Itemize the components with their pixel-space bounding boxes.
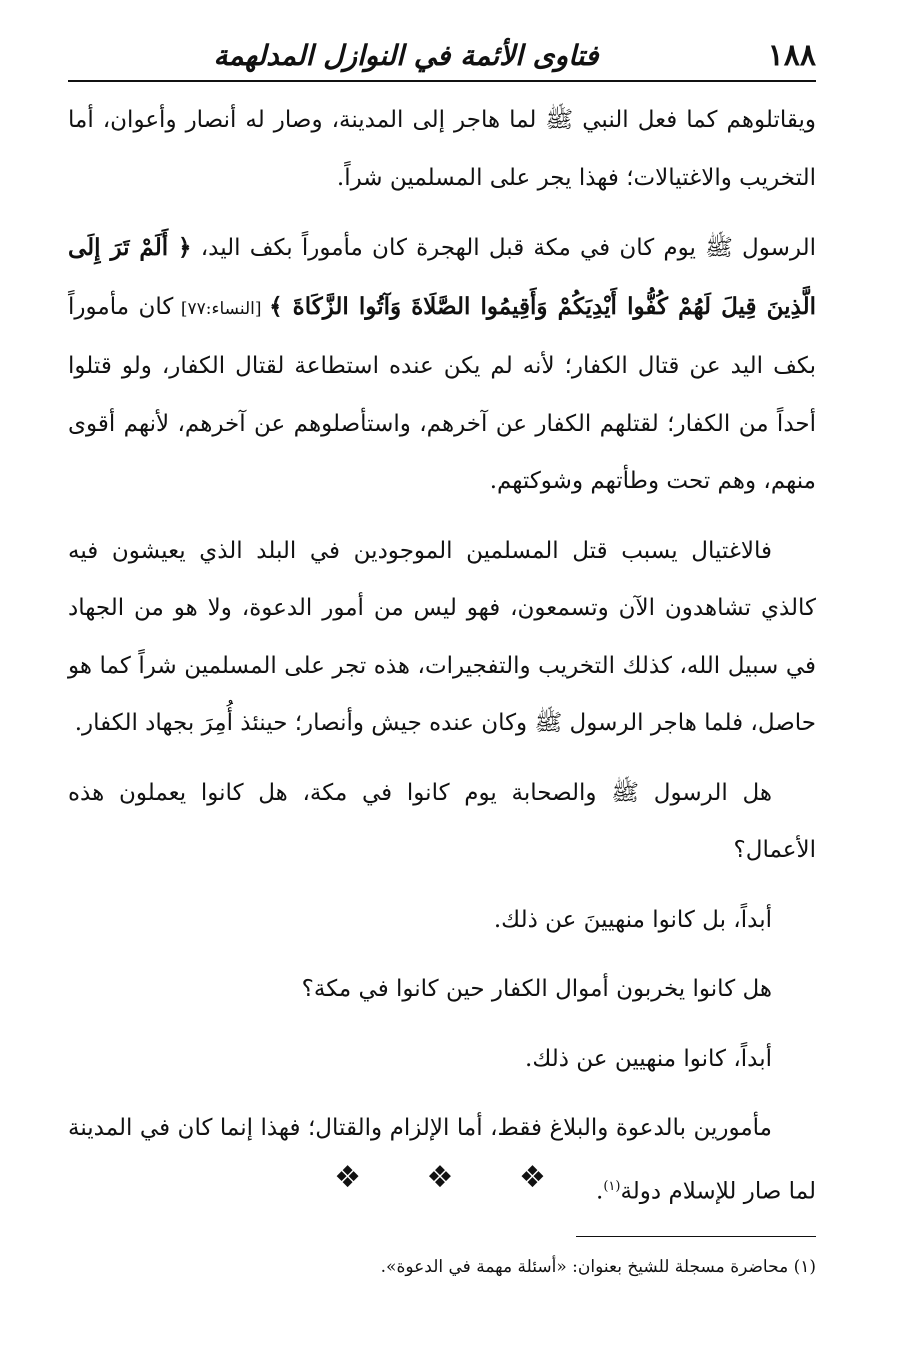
paragraph-2-text-a: الرسول ﷺ يوم كان في مكة قبل الهجرة كان مأموراً بكف اليد، [191,235,816,261]
verse-reference: [النساء:٧٧] [173,298,270,319]
paragraph-5: أبداً، بل كانوا منهيينَ عن ذلك. [493,906,772,933]
page-header [68,30,816,82]
paragraph-2 [68,219,816,511]
paragraph-8-end: . [596,1178,604,1205]
page-body [68,92,816,1233]
running-title: فتاوى الأئمة في النوازل المدلهمة [213,39,599,72]
footnote: (١) محاضرة مسجلة للشيخ بعنوان: «أسئلة مهمة في الدعوة». [380,1257,816,1277]
paragraph-1: ويقاتلوهم كما فعل النبي ﷺ لما هاجر إلى المدينة، وصار له أنصار وأعوان، أما التخريب والاغتيالات؛ فهذا يجر على المسلمين شراً. [68,107,816,191]
footnote-reference: (١) [603,1178,621,1194]
paragraph-6: هل كانوا يخربون أموال الكفار حين كانوا في مكة؟ [301,976,772,1002]
quran-verse: ﴿ أَلَمْ تَرَ إِلَى الَّذِينَ قِيلَ لَهُمْ كُفُّوا أَيْدِيَكُمْ وَأَقِيمُوا الصَّلَاةَ وَآتُوا الزَّكَاةَ ﴾ [68,234,817,320]
section-ornaments: ❖ ❖ ❖ [334,1160,574,1195]
page-number: ١٨٨ [767,38,816,73]
paragraph-8-text: مأمورين بالدعوة والبلاغ فقط، أما الإلزام والقتال؛ فهذا إنما كان في المدينة لما صار للإسلام دولة [68,1115,816,1205]
paragraph-3: فالاغتيال يسبب قتل المسلمين الموجودين في البلد الذي يعيشون فيه كالذي تشاهدون الآن وتسمعون، فهو ليس من أمور الدعوة، ولا هو من الجهاد في سبيل الله، كذلك التخريب والتفجيرات، هذه تجر على المسلمين شراً كما هو حاصل، فلما هاجر الرسول ﷺ وكان عنده جيش وأنصار؛ حينئذ أُمِرَ بجهاد الكفار. [68,537,816,736]
footnote-divider [576,1236,816,1237]
header-divider [68,80,816,82]
paragraph-2-text-b: كان مأموراً بكف اليد عن قتال الكفار؛ لأنه لم يكن عنده استطاعة لقتال الكفار، ولو قتلوا أحداً من الكفار؛ لقتلهم الكفار عن آخرهم، واستأصلوهم عن آخرهم، لأنهم أقوى منهم، وهم تحت وطأتهم وشوكتهم. [68,293,816,494]
paragraph-7: أبداً، كانوا منهيين عن ذلك. [525,1045,772,1072]
paragraph-4: هل الرسول ﷺ والصحابة يوم كانوا في مكة، هل كانوا يعملون هذه الأعمال؟ [68,779,816,863]
